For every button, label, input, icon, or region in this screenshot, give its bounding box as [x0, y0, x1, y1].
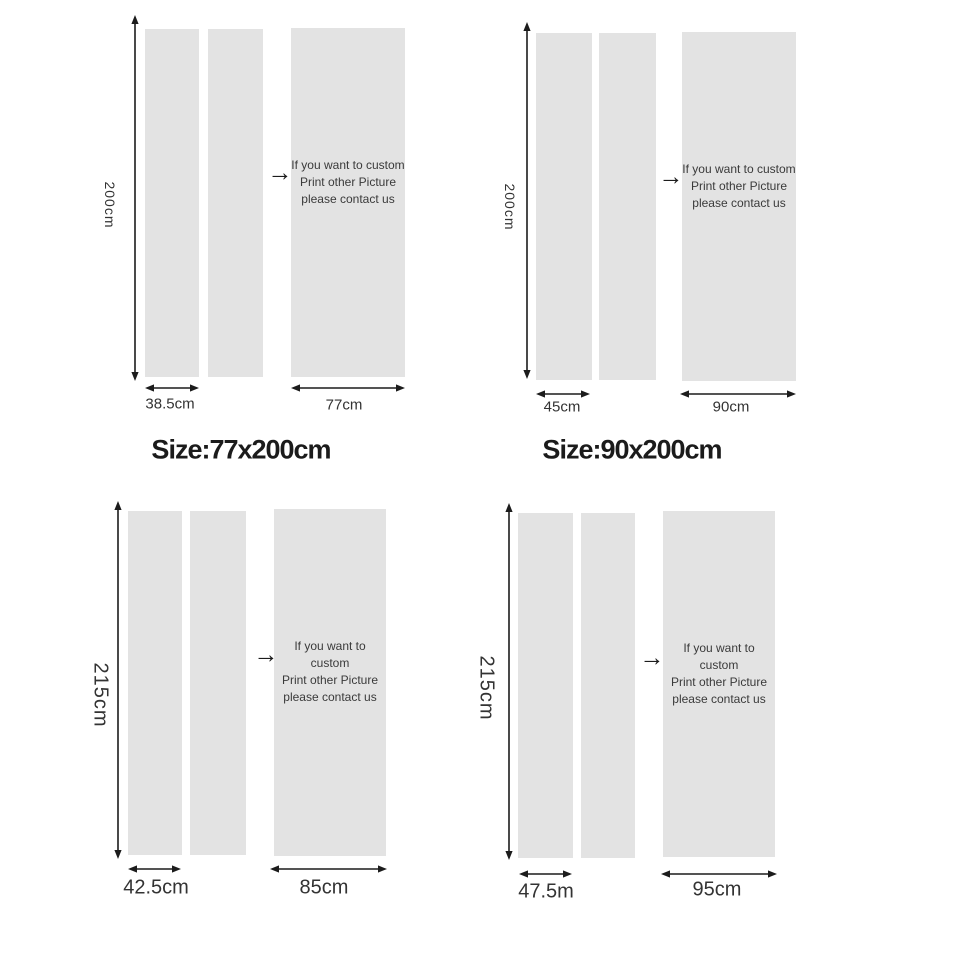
door-panel-narrow-2: [190, 511, 246, 855]
full-width-label: 77cm: [325, 396, 363, 414]
door-panel-wide: [682, 32, 796, 381]
height-dimension-arrow: [112, 501, 124, 859]
custom-print-note: [291, 157, 405, 208]
custom-print-note: [682, 161, 796, 212]
note-line: Print other Picture: [690, 179, 788, 193]
height-dimension-arrow: [521, 22, 533, 379]
note-line: Print other Picture: [299, 175, 397, 189]
panel-width-label: 38.5cm: [145, 395, 195, 413]
full-width-label: 85cm: [299, 876, 349, 899]
width-dimension-arrow: [270, 863, 387, 875]
height-label: 200cm: [102, 181, 118, 229]
size-title-77x200: Size:77x200cm: [151, 434, 331, 465]
panel-width-label: 47.5m: [518, 880, 574, 903]
door-panel-narrow-2: [208, 29, 263, 377]
note-line: If you want to custom: [682, 162, 796, 176]
note-line: If you want to custom: [294, 639, 366, 670]
door-panel-narrow-2: [581, 513, 635, 858]
door-panel-narrow-2: [599, 33, 656, 380]
note-line: please contact us: [283, 690, 377, 704]
height-label: 200cm: [502, 183, 518, 231]
door-panel-wide: [274, 509, 386, 856]
note-line: please contact us: [672, 692, 766, 706]
panel-width-label: 45cm: [543, 398, 581, 416]
height-label: 215cm: [475, 655, 498, 721]
width-dimension-arrow: [291, 382, 405, 394]
door-panel-narrow-1: [145, 29, 199, 377]
height-dimension-arrow: [129, 15, 141, 381]
full-width-label: 90cm: [712, 398, 750, 416]
door-panel-narrow-1: [518, 513, 573, 858]
full-width-label: 95cm: [692, 878, 742, 901]
width-dimension-arrow: [128, 863, 181, 875]
note-line: If you want to custom: [683, 641, 755, 672]
panel-width-label: 42.5cm: [123, 876, 189, 899]
height-label: 215cm: [89, 662, 112, 728]
width-dimension-arrow: [145, 382, 199, 394]
door-panel-narrow-1: [536, 33, 592, 380]
note-line: If you want to custom: [291, 158, 405, 172]
custom-print-note: [274, 638, 386, 706]
door-panel-wide: [291, 28, 405, 377]
note-line: please contact us: [692, 196, 786, 210]
right-arrow-icon: →: [253, 640, 279, 669]
right-arrow-icon: →: [658, 162, 684, 191]
width-dimension-arrow: [519, 868, 572, 880]
right-arrow-icon: →: [267, 158, 293, 187]
custom-print-note: [663, 640, 775, 708]
note-line: please contact us: [301, 192, 395, 206]
door-panel-narrow-1: [128, 511, 182, 855]
height-dimension-arrow: [503, 503, 515, 860]
right-arrow-icon: →: [639, 643, 665, 672]
door-panel-wide: [663, 511, 775, 857]
size-title-90x200: Size:90x200cm: [542, 434, 722, 465]
note-line: Print other Picture: [670, 675, 768, 689]
note-line: Print other Picture: [281, 673, 379, 687]
